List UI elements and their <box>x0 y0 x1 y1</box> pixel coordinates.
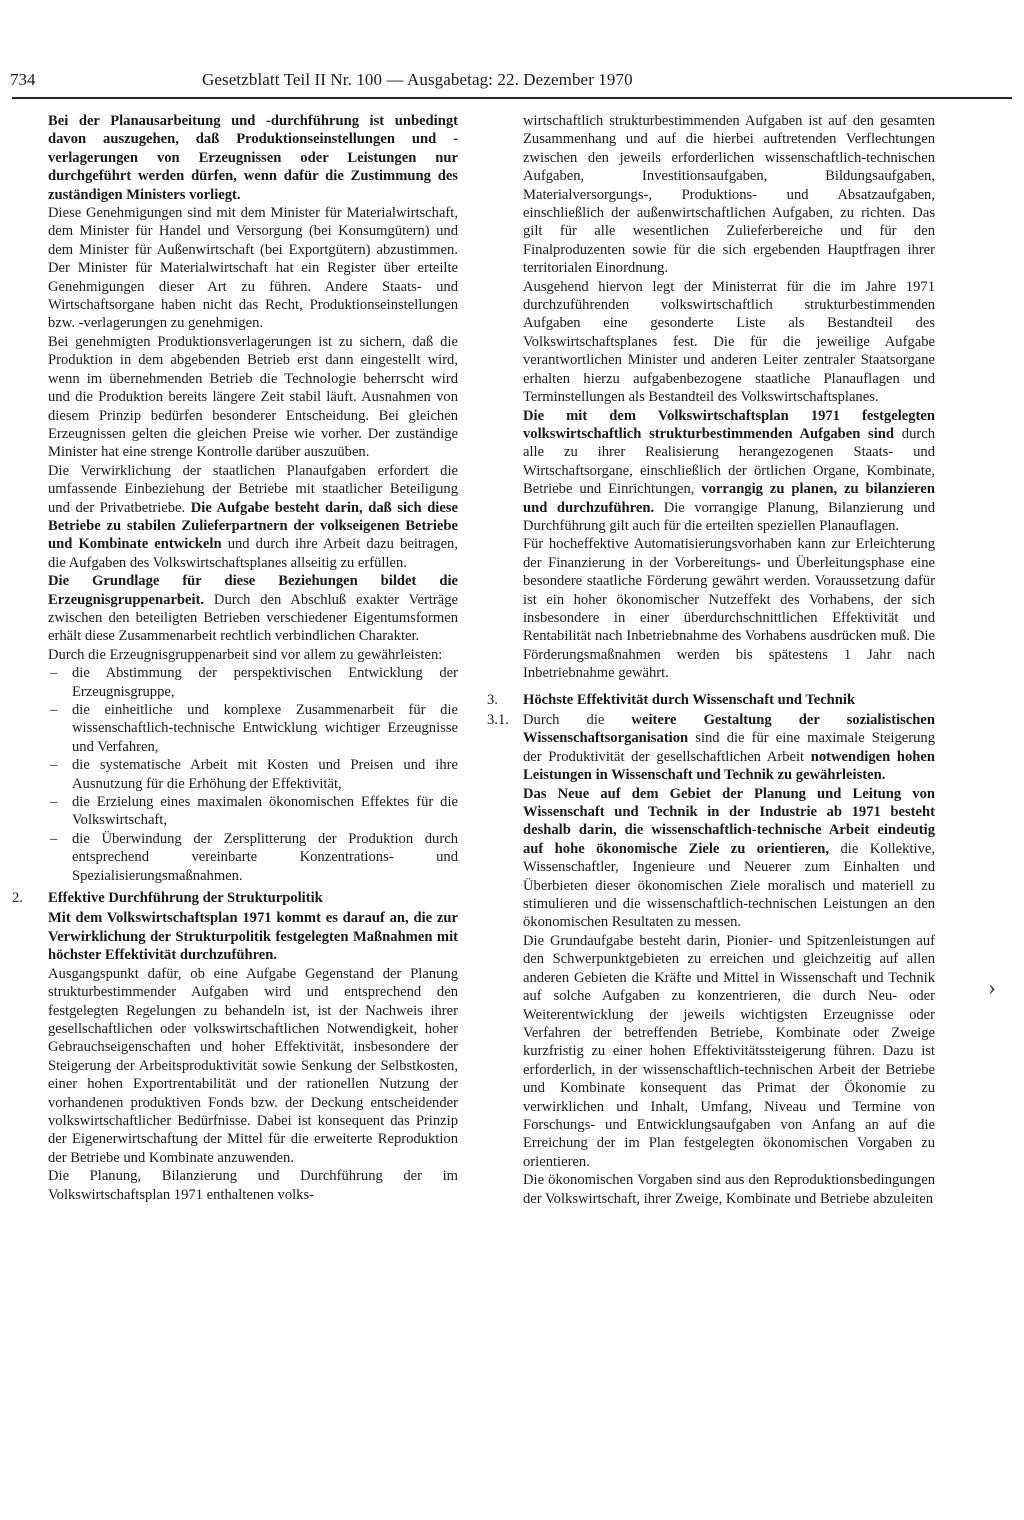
paragraph: Diese Genehmigungen sind mit dem Minister für Materialwirtschaft, dem Minister für Handel und Versorgung (bei Konsumgütern) und dem Minister für Außenwirtschaft (bei Exportgütern) abzustimmen. Der Minister für Materialwirtschaft hat ein Register über erteilte Genehmigungen dieser Art zu führen. Andere Staats- und Wirtschaftsorgane haben nicht das Recht, Produktionseinstellungen bzw. -verlagerungen zu genehmigen. <box>48 205 458 332</box>
bold-text: Die Grundlage für diese Beziehungen bildet die Erzeugnisgruppenarbeit. <box>48 573 458 608</box>
paragraph: Bei genehmigten Produktionsverlagerungen ist zu sichern, daß die Produktion in dem abgebenden Betrieb erst dann eingestellt wird, wenn im übernehmenden Betrieb die Technologie beherrscht wird und die Produktion bereits längere Zeit stabil läuft. Ausnahmen von diesem Prinzip bedürfen besonderer Entscheidung. Bei gleichen Erzeugnissen gelten die gleichen Preise wie vorher. Der zuständige Minister hat eine strenge Kontrolle darüber auszuüben. <box>48 333 458 461</box>
running-title: Gesetzblatt Teil II Nr. 100 — Ausgabetag: 22. Dezember 1970 <box>202 70 633 89</box>
section-number: 3. <box>487 691 498 708</box>
page-number: 734 <box>10 70 36 89</box>
right-column <box>487 112 935 1208</box>
bold-text: Das Neue auf dem Gebiet der Planung und Leitung von Wissenschaft und Technik in der Industrie ab 1971 besteht deshalb darin, die wissenschaftlich-technische Arbeit eindeutig auf hohe ökonomische Ziele zu orientieren, <box>523 785 935 857</box>
section-heading-3 <box>487 691 935 709</box>
paragraph: Für hocheffektive Automatisierungsvorhaben kann zur Erleichterung der Finanzierung in der Vorbereitungs- und Überleitungsphase eine besondere staatliche Förderung gewährt werden. Voraussetzung dafür ist ein hoher ökonomischer Nutzeffekt des Vorhabens, der sich insbesondere in einer überdurchschnittlichen Effektivität und Rentabilität nach Inbetriebnahme des Vorhabens ausdrücken muß. Die Förderungsmaßnahmen werden bis spätestens 1 Jahr nach Inbetriebnahme gewährt. <box>523 536 935 682</box>
section-title: Höchste Effektivität durch Wissenschaft und Technik <box>523 691 856 708</box>
margin-mark-icon: › <box>988 975 996 1001</box>
paragraph <box>48 112 458 204</box>
paragraph: Die ökonomischen Vorgaben sind aus den Reproduktionsbedingungen der Volkswirtschaft, ihrer Zweige, Kombinate und Betriebe abzuleiten <box>523 1172 935 1207</box>
text: und durch ihre Arbeit dazu beitragen, die Aufgaben des Volkswirtschaftsplanes allseitig zu erfüllen. <box>48 536 458 571</box>
paragraph: wirtschaftlich strukturbestimmenden Aufgaben ist auf den gesamten Zusammenhang und auf die hierbei auftretenden Verflechtungen zwischen den jeweils erforderlichen wissenschaftlich-technischen Aufgaben, Investitionsaufgaben, Bildungsaufgaben, Materialversorgungs-, Produktions- und Absatzaufgaben, einschließlich der außenwirtschaftlichen Aufgaben, zu richten. Das gilt für alle wesentlichen Zulieferbereiche und für den Finalproduzenten sowie für die sich ergebenden Hauptfragen ihrer territorialen Einordnung. <box>523 113 935 277</box>
list-item: – die einheitliche und komplexe Zusammenarbeit für die wissenschaftlich-technische Entwicklung wichtiger Erzeugnisse und Verfahren, <box>48 701 458 756</box>
text: durch alle zu ihrer Realisierung herangezogenen Staats- und Wirtschaftsorgane, einschließlich der örtlichen Organe, Kombinate, Betriebe und Einrichtungen, <box>523 425 935 498</box>
paragraph: Ausgangspunkt dafür, ob eine Aufgabe Gegenstand der Planung strukturbestimmender Aufgaben wird und entsprechend den festgelegten Regelungen zu behandeln ist, ist der Nachweis ihrer gesellschaftlichen oder volkswirtschaftlichen Notwendigkeit, hoher Gebrauchseigenschaften und hoher Effektivität, insbesondere der Steigerung der Arbeitsproduktivität sowie Senkung der Selbstkosten, einer hohen Exportrentabilität und der rationellen Nutzung der vorhandenen produktiven Fonds bzw. der Deckung entscheidender volkswirtschaftlicher Bedürfnisse. Dabei ist konsequent das Prinzip der Eigenerwirtschaftung der Mittel für die erweiterte Reproduktion der Betriebe und Kombinate anzuwenden. <box>48 965 458 1166</box>
bold-text: vorrangig zu planen, zu bilanzieren und durchzuführen. <box>523 481 935 516</box>
left-column <box>12 112 458 1204</box>
paragraph: Durch die Erzeugnisgruppenarbeit sind vor allem zu gewährleisten: <box>48 646 443 663</box>
text: Die vorrangige Planung, Bilanzierung und Durchführung gilt auch für die erteilten speziellen Planauflagen. <box>523 499 935 534</box>
paragraph: Die Planung, Bilanzierung und Durchführung der im Volkswirtschaftsplan 1971 enthaltenen volks- <box>48 1168 458 1203</box>
list-item: – die Überwindung der Zersplitterung der Produktion durch entsprechend vereinbarte Konzentrations- und Spezialisierungsmaßnahmen. <box>48 830 458 885</box>
text: die Kollektive, Wissenschaftler, Ingenieure und Neuerer zum Einhalten und Überbieten dieser ökonomischen Ziele moralisch und materiell zu stimulieren und die wissenschaftlich-technischen Leistungen an den ökonomischen Resultaten zu messen. <box>523 840 935 931</box>
page-header <box>10 70 1014 96</box>
section-number: 3.1. <box>487 712 509 728</box>
paragraph: Ausgehend hiervon legt der Ministerrat für die im Jahre 1971 durchzuführenden volkswirtschaftlich strukturbestimmenden Aufgaben eine gesonderte Liste als Bestandteil des Volkswirtschaftsplanes fest. Die für die jeweilige Aufgabe verantwortlichen Minister und anderen Leiter zentraler Staatsorgane erhalten hierzu aufgabenbezogene staatliche Planauflagen und Terminstellungen als Bestandteil des Volkswirtschaftsplanes. <box>523 278 935 406</box>
paragraph <box>523 407 935 536</box>
paragraph <box>48 909 458 964</box>
paragraph <box>48 462 458 572</box>
paragraph: Die Grundaufgabe besteht darin, Pionier- und Spitzenleistungen auf den Schwerpunktgebieten zu erreichen und gleichzeitig auf allen anderen Gebieten die Kräfte und Mittel in Wissenschaft und Technik auf solche Aufgaben zu konzentrieren, die durch Neu- oder Weiterentwicklung der jeweils wichtigsten Erzeugnisse oder Verfahren der betreffenden Betriebe, Kombinate oder Zweige kurzfristig zu einer hohen Effektivitätssteigerung führen. Dazu ist erforderlich, in der wissenschaftlich-technischen Arbeit der Betriebe und Kombinate konsequent das Primat der Ökonomie zu verwirklichen und Inhalt, Umfang, Niveau und Termine von Forschungs- und Entwicklungsaufgaben von Anfang an auf die Erreichung der im Plan festgelegten ökonomischen Vorgaben zu orientieren. <box>523 932 935 1170</box>
bold-text: notwendigen hohen Leistungen in Wissenschaft und Technik zu gewährleisten. <box>523 748 935 784</box>
header-rule <box>12 97 1012 99</box>
list-item: – die Erzielung eines maximalen ökonomischen Effektes für die Volkswirtschaft, <box>48 793 458 830</box>
section-number: 2. <box>12 890 23 907</box>
text: Die Verwirklichung der staatlichen Planaufgaben erfordert die umfassende Einbeziehung der Betriebe mit staatlicher Beteiligung und der Privatbetriebe. <box>48 462 458 516</box>
bold-text: Die Aufgabe besteht darin, daß sich diese Betriebe zu stabilen Zulieferpartnern der volkseigenen Betriebe und Kombinate entwickeln <box>48 499 458 553</box>
text: sind die für eine maximale Steigerung der Produktivität der gesellschaftlichen Arbeit <box>523 730 935 765</box>
section-title: Effektive Durchführung der Strukturpolitik <box>48 890 323 907</box>
paragraph-3-1 <box>487 711 935 785</box>
bold-text: weitere Gestaltung der sozialistischen Wissenschaftsorganisation <box>523 712 935 747</box>
dash-list <box>48 664 458 885</box>
bold-text: Die mit dem Volkswirtschaftsplan 1971 festgelegten volkswirtschaftlich strukturbestimmenden Aufgaben sind <box>523 407 935 442</box>
paragraph <box>48 572 458 646</box>
list-item: – die Abstimmung der perspektivischen Entwicklung der Erzeugnisgruppe, <box>48 664 458 701</box>
text: Durch den Abschluß exakter Verträge zwischen den beteiligten Betrieben verschiedener Eigentumsformen erhält diese Zusammenarbeit rechtlich verbindlichen Charakter. <box>48 591 458 645</box>
text: Durch die <box>523 712 605 728</box>
paragraph <box>523 785 935 932</box>
section-heading-2 <box>12 889 458 907</box>
bold-text: Bei der Planausarbeitung und -durchführung ist unbedingt davon auszugehen, daß Produktionseinstellungen und -verlagerungen von Erzeugnissen oder Leistungen nur durchgeführt werden dürfen, wenn dafür die Zustimmung des zuständigen Ministers vorliegt. <box>48 113 458 203</box>
bold-text: Mit dem Volkswirtschaftsplan 1971 kommt es darauf an, die zur Verwirklichung der Strukturpolitik festgelegten Maßnahmen mit höchster Effektivität durchzuführen. <box>48 910 458 964</box>
list-item: – die systematische Arbeit mit Kosten und Preisen und ihre Ausnutzung für die Erhöhung der Effektivität, <box>48 756 458 793</box>
